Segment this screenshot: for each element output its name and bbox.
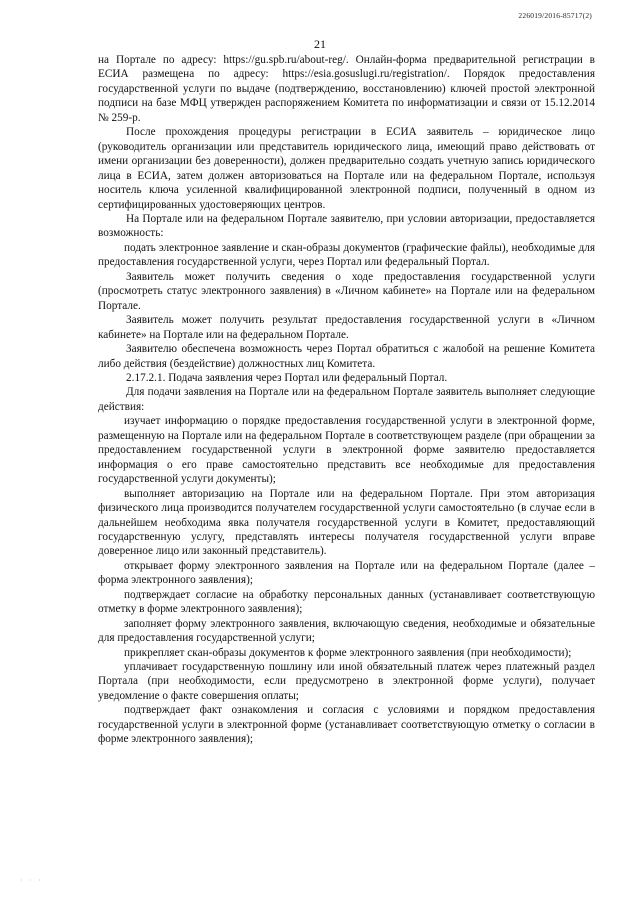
paragraph-portal-address: на Портале по адресу: https://gu.spb.ru/about-reg/. Онлайн-форма предварительной регистрации в ЕСИА размещена по адресу: https://esia.gosuslugi.ru/registration/. Порядок предоставления государственной услуги по выдаче (подтверждению, восстановлению) ключей простой электронной подписи на базе МФЦ утвержден распоряжением Комитета по информатизации и связи от 15.12.2014 № 259-р. — [98, 54, 595, 124]
paragraph-status-info: Заявитель может получить сведения о ходе предоставления государственной услуги (просмотреть статус электронного заявления) в «Личном кабинете» на Портале или на федеральном Портале. — [98, 270, 595, 312]
list-item-open-form: открывает форму электронного заявления на Портале или на федеральном Портале (далее – форма электронного заявления); — [98, 559, 595, 587]
page-number: 21 — [314, 37, 326, 51]
list-item-authorize: выполняет авторизацию на Портале или на федеральном Портале. При этом авторизация физического лица производится получателем государственной услуги самостоятельно (в случае если в дальнейшем необходима явка получателя государственной услуги в Комитет, предоставляющий государственную услугу, представлять интересы получателя государственной услуги вправе доверенное лицо или законный представитель). — [98, 487, 595, 558]
list-item-fill-form: заполняет форму электронного заявления, включающую сведения, необходимые и обязательные для предоставления государственной услуги; — [98, 617, 595, 645]
list-item-submit-application: подать электронное заявление и скан-образы документов (графические файлы), необходимые для предоставления государственной услуги, через Портал или федеральный Портал. — [98, 241, 595, 269]
document-number: 226019/2016-85717(2) — [518, 11, 592, 20]
list-item-attach-scans: прикрепляет скан-образы документов к форме электронного заявления (при необходимости); — [124, 646, 572, 659]
paragraph-portal-capabilities: На Портале или на федеральном Портале заявителю, при условии авторизации, предоставляется возможность: — [98, 212, 595, 240]
list-item-study-info: изучает информацию о порядке предоставления государственной услуги в электронной форме, размещенную на Портале или на федеральном Портале в соответствующем разделе (при обращении за предоставлением государственной услуги в электронной форме заявителю предоставляется информация о его праве самостоятельно представить все необходимые для предоставления государственной услуги документы); — [98, 415, 595, 486]
body-text — [98, 53, 595, 747]
list-item-pay-fee: уплачивает государственную пошлину или иной обязательный платеж через платежный раздел Портала (при необходимости, если предусмотрено в электронной форме услуги), получает уведомление о факте совершения оплаты; — [98, 661, 595, 702]
scan-margin-mark: · · · — [20, 876, 43, 885]
paragraph-complaint: Заявителю обеспечена возможность через Портал обратиться с жалобой на решение Комитета либо действия (бездействие) должностных лиц Комитета. — [98, 343, 595, 370]
paragraph-submission-steps-intro: Для подачи заявления на Портале или на федеральном Портале заявитель выполняет следующие действия: — [98, 386, 595, 413]
list-item-confirm-terms: подтверждает факт ознакомления и согласия с условиями и порядком предоставления государственной услуги в электронной форме (устанавливает соответствующую отметку о согласии в форме электронного заявления); — [98, 704, 595, 746]
section-heading-2-17-2-1: 2.17.2.1. Подача заявления через Портал или федеральный Портал. — [126, 371, 448, 384]
list-item-consent: подтверждает согласие на обработку персональных данных (устанавливает соответствующую отметку в форме электронного заявления); — [98, 588, 595, 616]
paragraph-get-result: Заявитель может получить результат предоставления государственной услуги в «Личном кабинете» на Портале или на федеральном Портале. — [98, 314, 595, 341]
paragraph-legal-entity-registration: После прохождения процедуры регистрации в ЕСИА заявитель – юридическое лицо (руководитель организации или представитель юридического лица, имеющий право действовать от имени организации без доверенности), должен предварительно создать учетную запись юридического лица в ЕСИА, затем должен авторизоваться на Портале или на федеральном Портале, используя носитель ключа усиленной квалифицированной электронной подписи, полученный в одном из сертифицированных удостоверяющих центров. — [98, 126, 595, 211]
